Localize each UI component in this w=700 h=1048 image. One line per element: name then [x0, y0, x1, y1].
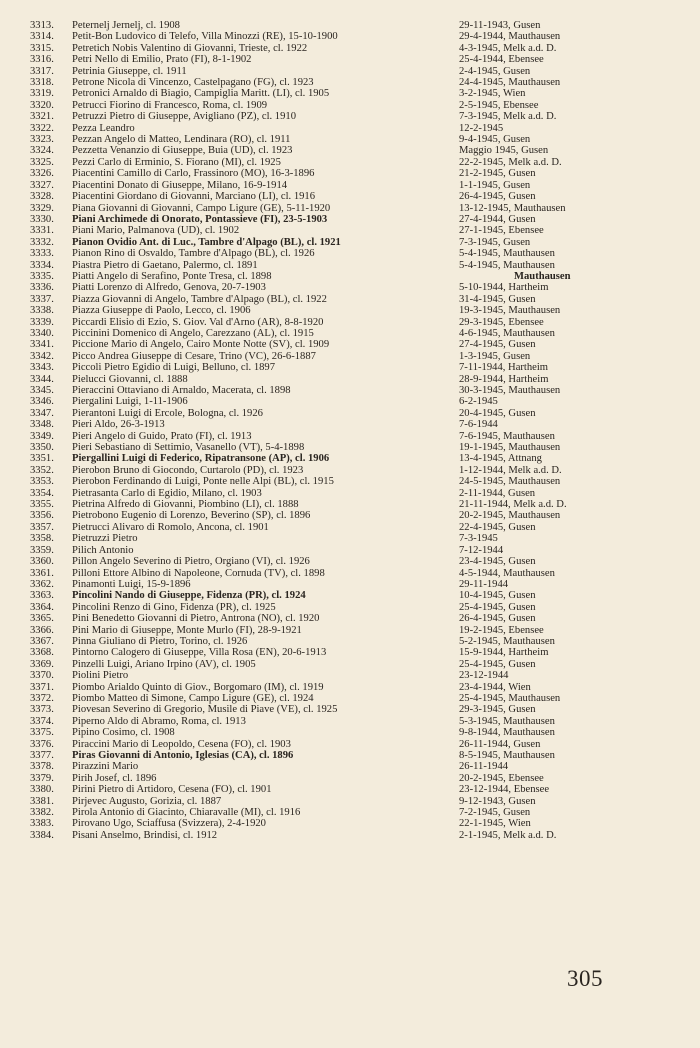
entry-number: 3330.: [30, 213, 54, 225]
entry-death-date-place: 7-3-1945: [459, 533, 498, 545]
entry-row: [30, 54, 670, 65]
entry-name: Pilich Antonio: [72, 544, 134, 556]
entry-name: Petruzzi Pietro di Giuseppe, Avigliano (PZ), cl. 1910: [72, 111, 296, 123]
entry-name: Piccardi Elisio di Ezio, S. Giov. Val d'Arno (AR), 8-8-1920: [72, 316, 324, 328]
entry-number: 3334.: [30, 259, 54, 271]
entry-name: Piccione Mario di Angelo, Cairo Monte Notte (SV), cl. 1909: [72, 339, 330, 351]
entry-death-date-place: 30-3-1945, Mauthausen: [459, 385, 561, 396]
entry-death-date-place: 28-9-1944, Hartheim: [459, 373, 549, 385]
entry-name: Pinzelli Luigi, Ariano Irpino (AV), cl. 1905: [72, 658, 256, 670]
entry-name: Petronici Arnaldo di Biagio, Campiglia Maritt. (LI), cl. 1905: [72, 88, 330, 100]
entry-death-date-place: 22-2-1945, Melk a.d. D.: [459, 156, 562, 168]
entry-death-date-place: 25-4-1945, Gusen: [459, 658, 536, 670]
entry-death-date-place: 5-3-1945, Mauthausen: [459, 715, 555, 727]
entry-number: 3358.: [30, 533, 54, 545]
entry-number: 3337.: [30, 293, 54, 305]
entry-name: Piatti Lorenzo di Alfredo, Genova, 20-7-1903: [72, 282, 266, 294]
entry-number: 3335.: [30, 270, 54, 282]
entry-name: Pianon Rino di Osvaldo, Tambre d'Alpago (BL), cl. 1926: [72, 248, 315, 260]
entry-number: 3361.: [30, 567, 54, 579]
entry-name: Peternelj Jernelj, cl. 1908: [72, 20, 180, 31]
entry-death-date-place: 23-12-1944, Ebensee: [459, 784, 550, 796]
entry-row: [30, 157, 670, 168]
entry-name: Pieri Sebastiano di Settimio, Vasanello (VT), 5-4-1898: [72, 442, 305, 454]
entry-name: Piovesan Severino di Gregorio, Musile di Piave (VE), cl. 1925: [72, 704, 338, 716]
entry-death-date-place: 26-4-1945, Gusen: [459, 191, 536, 203]
entry-number: 3383.: [30, 818, 54, 830]
entry-name: Piergalini Luigi, 1-11-1906: [72, 396, 188, 408]
entry-number: 3329.: [30, 202, 54, 214]
entry-death-date-place: 25-4-1945, Mauthausen: [459, 692, 561, 704]
entry-row: [30, 260, 670, 271]
entry-row: [30, 362, 670, 373]
entry-name: Pirovano Ugo, Sciaffusa (Svizzera), 2-4-1920: [72, 818, 266, 830]
entry-number: 3363.: [30, 590, 54, 602]
entry-number: 3324.: [30, 145, 54, 157]
entry-row: [30, 396, 670, 407]
entry-name: Piazza Giuseppe di Paolo, Lecco, cl. 1906: [72, 305, 251, 317]
entry-death-date-place: 4-3-1945, Melk a.d. D.: [459, 42, 557, 54]
entry-death-date-place: 19-2-1945, Ebensee: [459, 624, 544, 636]
entry-death-date-place: 23-12-1944: [459, 670, 509, 682]
entry-number: 3315.: [30, 42, 54, 54]
entry-death-date-place: 25-4-1945, Gusen: [459, 601, 536, 613]
entry-row: [30, 191, 670, 202]
entry-death-date-place: 27-4-1945, Gusen: [459, 339, 536, 351]
entry-death-date-place: 23-4-1944, Wien: [459, 681, 531, 693]
entry-name: Pini Benedetto Giovanni di Pietro, Antrona (NO), cl. 1920: [72, 613, 320, 625]
entry-row: [30, 123, 670, 134]
entry-name: Piolini Pietro: [72, 670, 129, 682]
entry-number: 3379.: [30, 772, 54, 784]
entry-row: [30, 385, 670, 396]
entry-row: [30, 465, 670, 476]
entry-name: Piazza Giovanni di Angelo, Tambre d'Alpago (BL), cl. 1922: [72, 293, 327, 305]
entry-row: [30, 77, 670, 88]
entry-name: Piacentini Camillo di Carlo, Frassinoro (MO), 16-3-1896: [72, 168, 315, 180]
entry-row: [30, 716, 670, 727]
entry-number: 3377.: [30, 750, 54, 761]
entry-death-date-place: 5-4-1945, Mauthausen: [459, 259, 555, 271]
entry-death-date-place: 10-4-1945, Gusen: [459, 590, 536, 602]
entry-name: Pezzi Carlo di Erminio, S. Fiorano (MI), cl. 1925: [72, 156, 281, 168]
entry-row: [30, 134, 670, 145]
entry-number: 3375.: [30, 727, 54, 739]
entry-death-date-place: 21-2-1945, Gusen: [459, 168, 536, 180]
entry-number: 3313.: [30, 20, 54, 31]
entry-row: [30, 590, 670, 601]
entry-death-date-place: 2-1-1945, Melk a.d. D.: [459, 829, 557, 841]
entry-row: [30, 682, 670, 693]
entry-name: Petrucci Fiorino di Francesco, Roma, cl. 1909: [72, 99, 268, 111]
entry-row: [30, 750, 670, 761]
entry-name: Pierobon Ferdinando di Luigi, Ponte nelle Alpi (BL), cl. 1915: [72, 476, 334, 488]
entry-number: 3341.: [30, 339, 54, 351]
entry-list: [30, 20, 670, 841]
entry-name: Pirazzini Mario: [72, 761, 139, 773]
entry-number: 3356.: [30, 510, 54, 522]
entry-number: 3350.: [30, 442, 54, 454]
entry-name: Pierantoni Luigi di Ercole, Bologna, cl. 1926: [72, 407, 263, 419]
entry-name: Pezza Leandro: [72, 122, 135, 134]
entry-number: 3369.: [30, 658, 54, 670]
entry-row: [30, 351, 670, 362]
entry-row: [30, 796, 670, 807]
entry-death-date-place: 6-2-1945: [459, 396, 498, 408]
entry-death-date-place: 20-2-1945, Ebensee: [459, 772, 544, 784]
entry-death-date-place: Mauthausen: [514, 270, 571, 282]
entry-row: [30, 659, 670, 670]
entry-death-date-place: 31-4-1945, Gusen: [459, 293, 536, 305]
entry-name: Pietrobono Eugenio di Lorenzo, Beverino (SP), cl. 1896: [72, 510, 311, 522]
entry-death-date-place: 22-4-1945, Gusen: [459, 521, 536, 533]
entry-number: 3366.: [30, 624, 54, 636]
entry-name: Pezzan Angelo di Matteo, Lendinara (RO), cl. 1911: [72, 134, 291, 146]
entry-row: [30, 670, 670, 681]
entry-row: [30, 237, 670, 248]
entry-number: 3347.: [30, 407, 54, 419]
entry-row: [30, 248, 670, 259]
entry-death-date-place: 7-2-1945, Gusen: [459, 807, 531, 819]
entry-name: Piras Giovanni di Antonio, Iglesias (CA), cl. 1896: [72, 750, 294, 761]
entry-number: 3319.: [30, 88, 54, 100]
entry-row: [30, 727, 670, 738]
entry-name: Piana Giovanni di Giovanni, Campo Ligure (GE), 5-11-1920: [72, 202, 331, 214]
entry-row: [30, 693, 670, 704]
entry-row: [30, 88, 670, 99]
entry-row: [30, 522, 670, 533]
entry-death-date-place: 29-11-1943, Gusen: [459, 20, 541, 31]
entry-row: [30, 476, 670, 487]
entry-number: 3320.: [30, 99, 54, 111]
entry-row: [30, 499, 670, 510]
entry-number: 3370.: [30, 670, 54, 682]
entry-row: [30, 442, 670, 453]
entry-name: Pirola Antonio di Giacinto, Chiaravalle (MI), cl. 1916: [72, 807, 301, 819]
entry-name: Piastra Pietro di Gaetano, Palermo, cl. 1891: [72, 259, 258, 271]
entry-row: [30, 739, 670, 750]
entry-death-date-place: 13-4-1945, Attnang: [459, 453, 542, 465]
entry-number: 3354.: [30, 487, 54, 499]
entry-row: [30, 305, 670, 316]
entry-number: 3355.: [30, 499, 54, 511]
entry-number: 3360.: [30, 556, 54, 568]
entry-number: 3353.: [30, 476, 54, 488]
entry-number: 3364.: [30, 601, 54, 613]
entry-name: Pielucci Giovanni, cl. 1888: [72, 373, 188, 385]
entry-row: [30, 419, 670, 430]
entry-row: [30, 830, 670, 841]
entry-row: [30, 180, 670, 191]
entry-number: 3376.: [30, 738, 54, 750]
entry-name: Piccinini Domenico di Angelo, Carezzano (AL), cl. 1915: [72, 327, 314, 339]
entry-name: Pincolini Nando di Giuseppe, Fidenza (PR), cl. 1924: [72, 590, 306, 602]
entry-number: 3340.: [30, 327, 54, 339]
entry-number: 3339.: [30, 316, 54, 328]
entry-number: 3365.: [30, 613, 54, 625]
entry-name: Piombo Matteo di Simone, Campo Ligure (GE), cl. 1924: [72, 692, 314, 704]
entry-row: [30, 625, 670, 636]
entry-row: [30, 647, 670, 658]
entry-name: Pietrucci Alivaro di Romolo, Ancona, cl. 1901: [72, 521, 269, 533]
entry-number: 3317.: [30, 65, 54, 77]
entry-number: 3345.: [30, 385, 54, 396]
entry-death-date-place: 2-11-1944, Gusen: [459, 487, 536, 499]
entry-name: Piperno Aldo di Abramo, Roma, cl. 1913: [72, 715, 246, 727]
entry-row: [30, 408, 670, 419]
entry-death-date-place: 25-4-1944, Ebensee: [459, 54, 544, 66]
entry-name: Pini Mario di Giuseppe, Monte Murlo (FI), 28-9-1921: [72, 624, 302, 636]
entry-number: 3342.: [30, 350, 54, 362]
entry-name: Piacentini Giordano di Giovanni, Marciano (LI), cl. 1916: [72, 191, 316, 203]
entry-row: [30, 773, 670, 784]
entry-name: Pietrina Alfredo di Giovanni, Piombino (LI), cl. 1888: [72, 499, 299, 511]
entry-number: 3333.: [30, 248, 54, 260]
entry-death-date-place: 7-11-1944, Hartheim: [459, 362, 549, 374]
entry-death-date-place: 26-4-1945, Gusen: [459, 613, 536, 625]
entry-name: Petri Nello di Emilio, Prato (FI), 8-1-1902: [72, 54, 252, 66]
entry-death-date-place: 1-3-1945, Gusen: [459, 350, 531, 362]
entry-death-date-place: 7-6-1944: [459, 419, 498, 431]
entry-death-date-place: 21-11-1944, Melk a.d. D.: [459, 499, 567, 511]
entry-number: 3327.: [30, 179, 54, 191]
entry-death-date-place: 19-1-1945, Mauthausen: [459, 442, 561, 454]
entry-number: 3374.: [30, 715, 54, 727]
entry-row: [30, 704, 670, 715]
entry-name: Pillon Angelo Severino di Pietro, Orgiano (VI), cl. 1926: [72, 556, 310, 568]
entry-death-date-place: 29-3-1945, Ebensee: [459, 316, 544, 328]
entry-name: Piani Archimede di Onorato, Pontassieve (FI), 23-5-1903: [72, 213, 328, 225]
entry-death-date-place: 20-2-1945, Mauthausen: [459, 510, 561, 522]
entry-name: Pincolini Renzo di Gino, Fidenza (PR), cl. 1925: [72, 601, 276, 613]
entry-name: Piraccini Mario di Leopoldo, Cesena (FO), cl. 1903: [72, 738, 291, 750]
entry-name: Piergallini Luigi di Federico, Ripatransone (AP), cl. 1906: [72, 453, 330, 465]
entry-number: 3338.: [30, 305, 54, 317]
entry-number: 3349.: [30, 430, 54, 442]
entry-death-date-place: 24-5-1945, Mauthausen: [459, 476, 561, 488]
entry-row: [30, 636, 670, 647]
entry-death-date-place: 26-11-1944, Gusen: [459, 738, 541, 750]
entry-name: Piani Mario, Palmanova (UD), cl. 1902: [72, 225, 240, 237]
entry-death-date-place: 5-2-1945, Mauthausen: [459, 635, 555, 647]
entry-number: 3328.: [30, 191, 54, 203]
entry-name: Piccoli Pietro Egidio di Luigi, Belluno, cl. 1897: [72, 362, 276, 374]
entry-death-date-place: 9-4-1945, Gusen: [459, 134, 531, 146]
entry-number: 3322.: [30, 122, 54, 134]
entry-death-date-place: 1-12-1944, Melk a.d. D.: [459, 464, 562, 476]
entry-name: Pieri Aldo, 26-3-1913: [72, 419, 165, 431]
entry-death-date-place: 29-3-1945, Gusen: [459, 704, 536, 716]
entry-death-date-place: 5-10-1944, Hartheim: [459, 282, 549, 294]
entry-number: 3351.: [30, 453, 54, 465]
entry-name: Pintorno Calogero di Giuseppe, Villa Rosa (EN), 20-6-1913: [72, 647, 327, 659]
entry-name: Petrinia Giuseppe, cl. 1911: [72, 65, 187, 77]
entry-row: [30, 100, 670, 111]
entry-row: [30, 271, 670, 282]
entry-number: 3343.: [30, 362, 54, 374]
entry-death-date-place: 3-2-1945, Wien: [459, 88, 526, 100]
entry-row: [30, 784, 670, 795]
entry-row: [30, 225, 670, 236]
entry-row: [30, 374, 670, 385]
entry-number: 3357.: [30, 521, 54, 533]
entry-name: Pirih Josef, cl. 1896: [72, 772, 157, 784]
entry-number: 3344.: [30, 373, 54, 385]
entry-row: [30, 807, 670, 818]
entry-number: 3323.: [30, 134, 54, 146]
entry-death-date-place: 26-11-1944: [459, 761, 509, 773]
entry-row: [30, 317, 670, 328]
entry-row: [30, 556, 670, 567]
entry-death-date-place: 29-11-1944: [459, 578, 509, 590]
entry-death-date-place: 27-4-1944, Gusen: [459, 213, 536, 225]
entry-death-date-place: 2-5-1945, Ebensee: [459, 99, 539, 111]
entry-row: [30, 453, 670, 464]
entry-death-date-place: 27-1-1945, Ebensee: [459, 225, 544, 237]
entry-number: 3359.: [30, 544, 54, 556]
entry-row: [30, 431, 670, 442]
entry-number: 3325.: [30, 156, 54, 168]
entry-name: Pianon Ovidio Ant. di Luc., Tambre d'Alpago (BL), cl. 1921: [72, 236, 341, 248]
entry-number: 3382.: [30, 807, 54, 819]
entry-death-date-place: 7-6-1945, Mauthausen: [459, 430, 555, 442]
entry-number: 3371.: [30, 681, 54, 693]
entry-name: Pieraccini Ottaviano di Arnaldo, Macerata, cl. 1898: [72, 385, 291, 396]
entry-death-date-place: 15-9-1944, Hartheim: [459, 647, 549, 659]
entry-death-date-place: 7-3-1945, Melk a.d. D.: [459, 111, 557, 123]
entry-death-date-place: 7-12-1944: [459, 544, 504, 556]
entry-row: [30, 579, 670, 590]
entry-number: 3318.: [30, 77, 54, 89]
entry-death-date-place: 24-4-1945, Mauthausen: [459, 77, 561, 89]
entry-row: [30, 31, 670, 42]
entry-death-date-place: 29-4-1944, Mauthausen: [459, 31, 561, 43]
page-number: 305: [567, 966, 603, 991]
entry-number: 3316.: [30, 54, 54, 66]
entry-death-date-place: 4-5-1944, Mauthausen: [459, 567, 555, 579]
entry-number: 3332.: [30, 236, 54, 248]
entry-row: [30, 533, 670, 544]
entry-name: Pinna Giuliano di Pietro, Torino, cl. 1926: [72, 635, 248, 647]
entry-death-date-place: 5-4-1945, Mauthausen: [459, 248, 555, 260]
entry-name: Petretich Nobis Valentino di Giovanni, Trieste, cl. 1922: [72, 42, 308, 54]
entry-row: [30, 111, 670, 122]
entry-name: Piacentini Donato di Giuseppe, Milano, 16-9-1914: [72, 179, 288, 191]
entry-death-date-place: 7-3-1945, Gusen: [459, 236, 531, 248]
entry-number: 3336.: [30, 282, 54, 294]
entry-number: 3346.: [30, 396, 54, 408]
entry-row: [30, 203, 670, 214]
entry-death-date-place: 2-4-1945, Gusen: [459, 65, 531, 77]
entry-death-date-place: 9-8-1944, Mauthausen: [459, 727, 555, 739]
entry-death-date-place: 22-1-1945, Wien: [459, 818, 531, 830]
entry-death-date-place: 1-1-1945, Gusen: [459, 179, 531, 191]
entry-name: Pietruzzi Pietro: [72, 533, 138, 545]
entry-name: Petit-Bon Ludovico di Telefo, Villa Minozzi (RE), 15-10-1900: [72, 31, 338, 43]
entry-number: 3368.: [30, 647, 54, 659]
entry-death-date-place: 4-6-1945, Mauthausen: [459, 327, 555, 339]
entry-number: 3380.: [30, 784, 54, 796]
entry-name: Piombo Arialdo Quinto di Giov., Borgomaro (IM), cl. 1919: [72, 681, 324, 693]
entry-name: Pezzetta Venanzio di Giuseppe, Buia (UD), cl. 1923: [72, 145, 293, 157]
entry-number: 3352.: [30, 464, 54, 476]
entry-row: [30, 168, 670, 179]
entry-death-date-place: 12-2-1945: [459, 122, 504, 134]
entry-number: 3331.: [30, 225, 54, 237]
entry-row: [30, 20, 670, 31]
entry-number: 3381.: [30, 795, 54, 807]
entry-row: [30, 510, 670, 521]
entry-name: Pierobon Bruno di Giocondo, Curtarolo (PD), cl. 1923: [72, 464, 304, 476]
entry-row: [30, 145, 670, 156]
entry-name: Picco Andrea Giuseppe di Cesare, Trino (VC), 26-6-1887: [72, 350, 316, 362]
entry-row: [30, 282, 670, 293]
entry-row: [30, 818, 670, 829]
entry-row: [30, 339, 670, 350]
entry-death-date-place: 8-5-1945, Mauthausen: [459, 750, 555, 761]
entry-row: [30, 602, 670, 613]
entry-row: [30, 488, 670, 499]
entry-name: Pirini Pietro di Artidoro, Cesena (FO), cl. 1901: [72, 784, 272, 796]
entry-name: Pieri Angelo di Guido, Prato (FI), cl. 1913: [72, 430, 252, 442]
entry-death-date-place: Maggio 1945, Gusen: [459, 145, 549, 157]
entry-number: 3314.: [30, 31, 54, 43]
entry-row: [30, 214, 670, 225]
entry-name: Pisani Anselmo, Brindisi, cl. 1912: [72, 829, 218, 841]
entry-death-date-place: 19-3-1945, Mauthausen: [459, 305, 561, 317]
entry-number: 3372.: [30, 692, 54, 704]
entry-number: 3378.: [30, 761, 54, 773]
entry-death-date-place: 9-12-1943, Gusen: [459, 795, 536, 807]
entry-death-date-place: 20-4-1945, Gusen: [459, 407, 536, 419]
entry-row: [30, 328, 670, 339]
entry-row: [30, 294, 670, 305]
entry-row: [30, 66, 670, 77]
entry-row: [30, 613, 670, 624]
entry-name: Pirjevec Augusto, Gorizia, cl. 1887: [72, 795, 222, 807]
entry-number: 3367.: [30, 635, 54, 647]
entry-number: 3384.: [30, 829, 54, 841]
entry-name: Pinamonti Luigi, 15-9-1896: [72, 578, 191, 590]
entry-name: Petrone Nicola di Vincenzo, Castelpagano (FG), cl. 1923: [72, 77, 314, 89]
entry-row: [30, 43, 670, 54]
entry-number: 3326.: [30, 168, 54, 180]
entry-name: Pipino Cosimo, cl. 1908: [72, 727, 175, 739]
entry-number: 3373.: [30, 704, 54, 716]
entry-name: Pilloni Ettore Albino di Napoleone, Cornuda (TV), cl. 1898: [72, 567, 325, 579]
entry-row: [30, 568, 670, 579]
entry-death-date-place: 23-4-1945, Gusen: [459, 556, 536, 568]
entry-row: [30, 545, 670, 556]
entry-name: Pietrasanta Carlo di Egidio, Milano, cl. 1903: [72, 487, 262, 499]
entry-name: Piatti Angelo di Serafino, Ponte Tresa, cl. 1898: [72, 270, 272, 282]
entry-number: 3362.: [30, 578, 54, 590]
entry-row: [30, 761, 670, 772]
entry-number: 3321.: [30, 111, 54, 123]
entry-number: 3348.: [30, 419, 54, 431]
entry-death-date-place: 13-12-1945, Mauthausen: [459, 202, 566, 214]
